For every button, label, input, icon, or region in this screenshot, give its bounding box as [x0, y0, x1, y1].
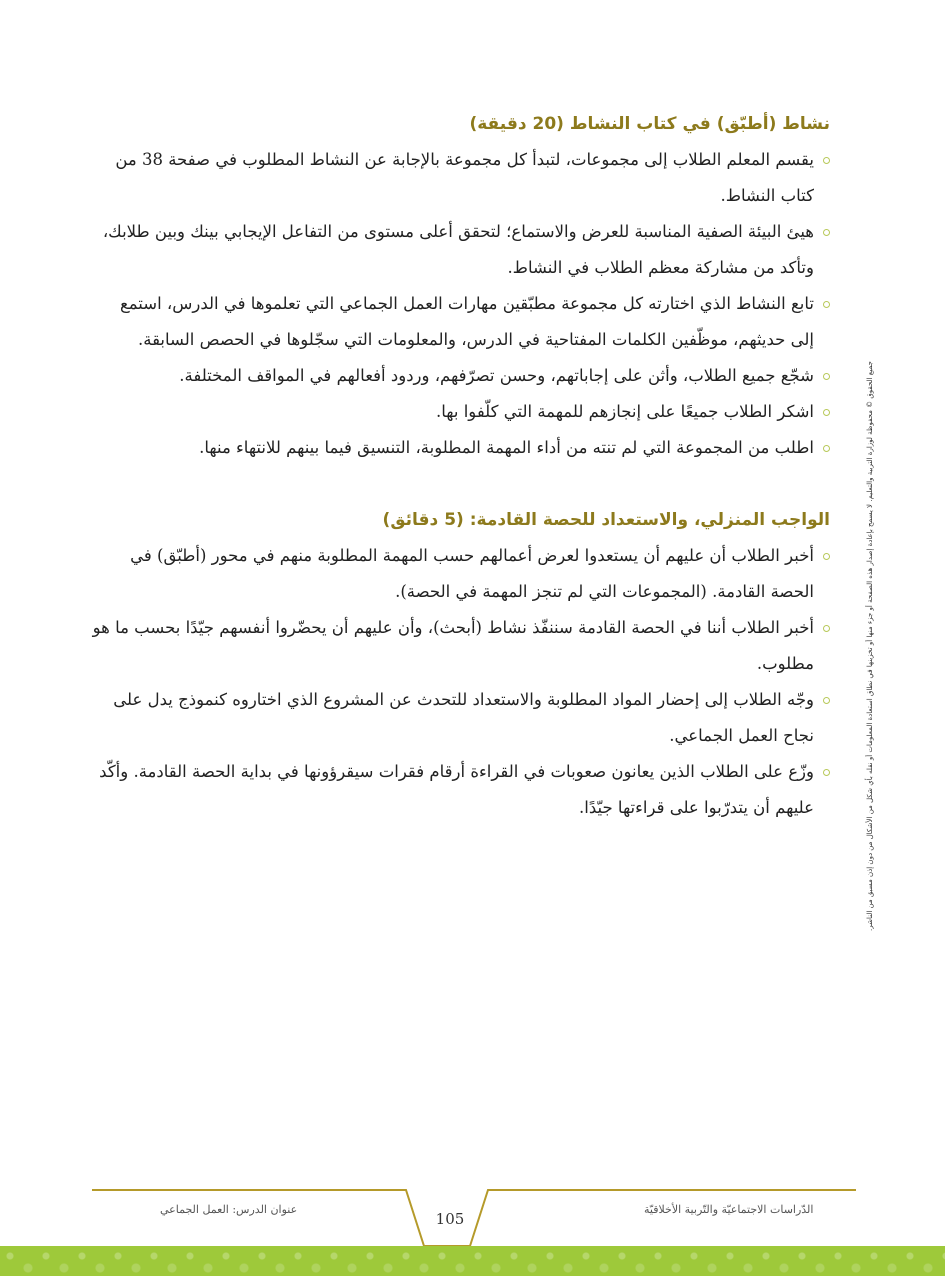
list-item: شجّع جميع الطلاب، وأثن على إجاباتهم، وحسن تصرّفهم، وردود أفعالهم في المواقف المختلفة.: [92, 358, 830, 394]
main-content: [92, 112, 830, 826]
bullet-icon: [823, 769, 830, 776]
copyright-side-note: [855, 296, 885, 996]
decorative-band: [0, 1246, 945, 1276]
bullet-icon: [823, 409, 830, 416]
list-item: اطلب من المجموعة التي لم تنته من أداء المهمة المطلوبة، التنسيق فيما بينهم للانتهاء منها.: [92, 430, 830, 466]
bullet-icon: [823, 373, 830, 380]
copyright-text: جميع الحقوق © محفوظة لوزارة التربية والتعليم. لا يسمح بإعادة إصدار هذه الصفحة أو جزء منها أو تخزينها في نطاق استعادة المعلومات أو نقله بأي شكل من الأشكال من دون إذن مسبق من الناشر.: [866, 361, 874, 931]
list-item: تابع النشاط الذي اختارته كل مجموعة مطبّقين مهارات العمل الجماعي التي تعلموها في الدرس، استمع إلى حديثهم، موظّفين الكلمات المفتاحية في الدرس، والمعلومات التي سجّلوها في الحصص السابقة.: [92, 286, 830, 358]
footer-book-title: الدّراسات الاجتماعيّة والتّربية الأخلاقيّة: [644, 1203, 814, 1216]
page-number: 105: [435, 1210, 465, 1228]
list-item: يقسم المعلم الطلاب إلى مجموعات، لتبدأ كل مجموعة بالإجابة عن النشاط المطلوب في صفحة 38 من كتاب النشاط.: [92, 142, 830, 214]
activity-list: [92, 142, 830, 466]
list-item: اشكر الطلاب جميعًا على إنجازهم للمهمة التي كلّفوا بها.: [92, 394, 830, 430]
list-item: أخبر الطلاب أننا في الحصة القادمة سننفّذ نشاط (أبحث)، وأن عليهم أن يحضّروا أنفسهم جيّدًا بحسب ما هو مطلوب.: [92, 610, 830, 682]
list-item: هيئ البيئة الصفية المناسبة للعرض والاستماع؛ لتحقق أعلى مستوى من التفاعل الإيجابي بينك وبين طلابك، وتأكد من مشاركة معظم الطلاب في النشاط.: [92, 214, 830, 286]
bullet-icon: [823, 553, 830, 560]
homework-list: [92, 538, 830, 826]
bullet-icon: [823, 445, 830, 452]
list-item: وزّع على الطلاب الذين يعانون صعوبات في القراءة أرقام فقرات سيقرؤونها في بداية الحصة القادمة. وأكّد عليهم أن يتدرّبوا على قراءتها جيّدًا.: [92, 754, 830, 826]
section-title-homework: الواجب المنزلي، والاستعداد للحصة القادمة: (5 دقائق): [382, 510, 830, 530]
bullet-icon: [823, 229, 830, 236]
bullet-icon: [823, 301, 830, 308]
list-item: أخبر الطلاب أن عليهم أن يستعدوا لعرض أعمالهم حسب المهمة المطلوبة منهم في محور (أطبّق) في الحصة القادمة. (المجموعات التي لم تنجز المهمة في الحصة).: [92, 538, 830, 610]
bullet-icon: [823, 625, 830, 632]
section-title-activity: نشاط (أطبّق) في كتاب النشاط (20 دقيقة): [469, 114, 830, 134]
section-gap: [92, 466, 830, 508]
bullet-icon: [823, 697, 830, 704]
footer-lesson-title: عنوان الدرس: العمل الجماعي: [160, 1203, 298, 1216]
list-item: وجّه الطلاب إلى إحضار المواد المطلوبة والاستعداد للتحدث عن المشروع الذي اختاروه كنموذج يدل على نجاح العمل الجماعي.: [92, 682, 830, 754]
bullet-icon: [823, 157, 830, 164]
